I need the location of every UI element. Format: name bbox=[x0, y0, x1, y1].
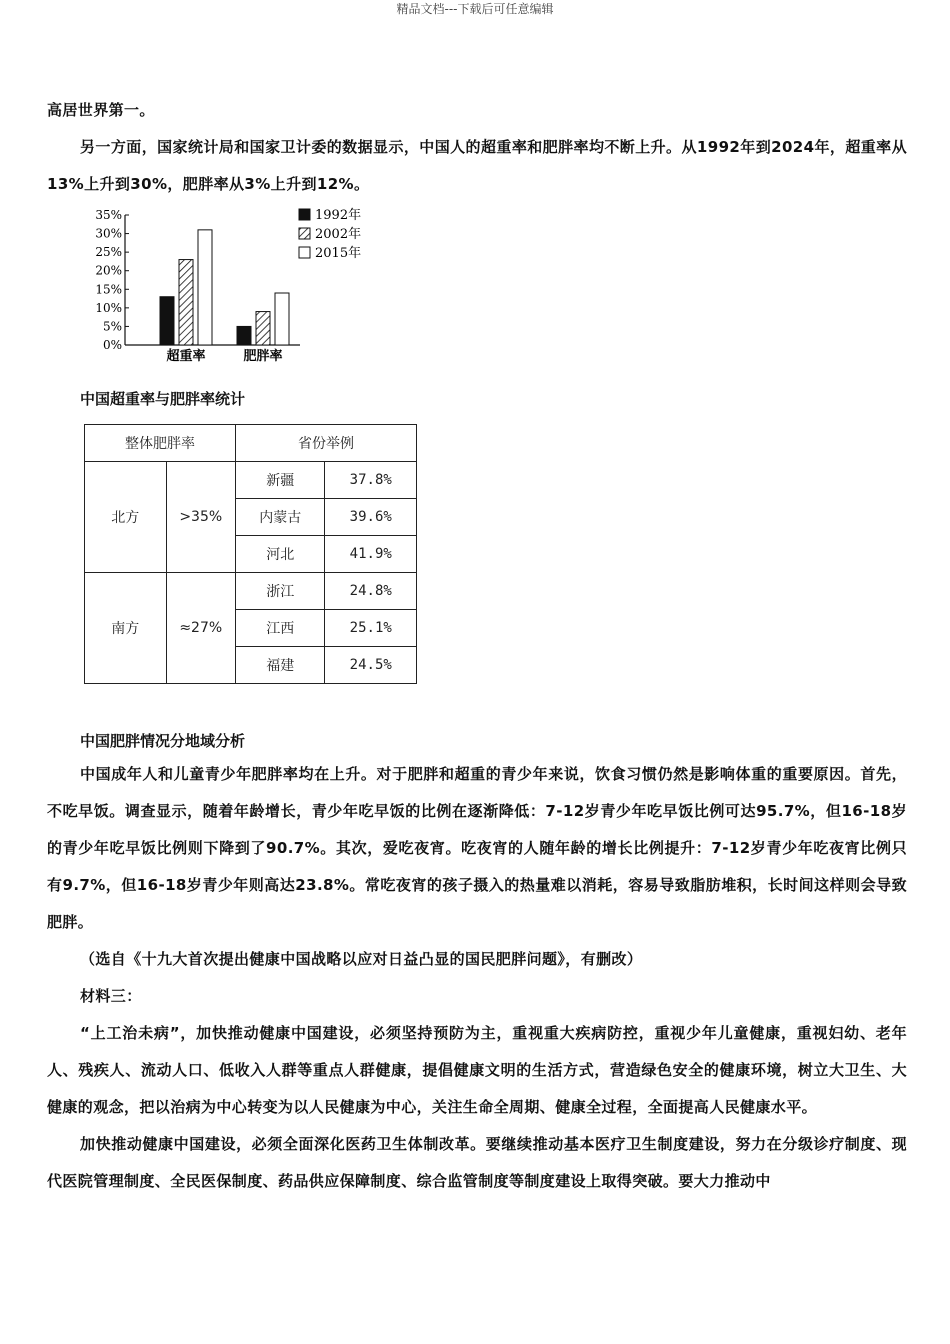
bar bbox=[198, 230, 212, 345]
value-cell: 41.9% bbox=[325, 536, 417, 573]
table-caption: 中国肥胖情况分地域分析 bbox=[80, 732, 246, 750]
bar bbox=[160, 297, 174, 345]
bar bbox=[237, 326, 251, 345]
x-tick-label: 超重率 bbox=[166, 349, 206, 364]
y-tick-label: 10% bbox=[95, 300, 122, 315]
source-note: （选自《十九大首次提出健康中国战略以应对日益凸显的国民肥胖问题》，有删改） bbox=[80, 950, 643, 968]
material-heading: 材料三： bbox=[80, 987, 142, 1005]
region-table bbox=[84, 424, 417, 684]
province-cell: 新疆 bbox=[236, 462, 325, 499]
legend-label: 2002年 bbox=[315, 227, 362, 242]
legend-swatch bbox=[299, 228, 310, 239]
province-cell: 河北 bbox=[236, 536, 325, 573]
x-tick-label: 肥胖率 bbox=[243, 349, 283, 364]
legend-swatch bbox=[299, 247, 310, 258]
table-row bbox=[85, 573, 417, 610]
chart-caption: 中国超重率与肥胖率统计 bbox=[80, 390, 246, 408]
value-cell: 24.8% bbox=[325, 573, 417, 610]
region-cell: 南方 bbox=[85, 573, 167, 684]
province-cell: 内蒙古 bbox=[236, 499, 325, 536]
body-block bbox=[47, 756, 907, 1200]
intro-block bbox=[47, 92, 907, 203]
y-tick-label: 0% bbox=[102, 338, 122, 352]
region-cell: 北方 bbox=[85, 462, 167, 573]
bar bbox=[256, 312, 270, 345]
intro-line: 高居世界第一。 bbox=[47, 101, 155, 119]
y-tick-label: 20% bbox=[95, 263, 122, 278]
bar-chart-svg bbox=[85, 203, 385, 373]
legend-swatch bbox=[299, 209, 310, 220]
value-cell: 39.6% bbox=[325, 499, 417, 536]
body-paragraph: 加快推动健康中国建设，必须全面深化医药卫生体制改革。要继续推动基本医疗卫生制度建设，努力在分级诊疗制度、现代医院管理制度、全民医保制度、药品供应保障制度、综合监管制度等制度建设上取得突破。要大力推动中 bbox=[47, 1135, 907, 1190]
legend-label: 2015年 bbox=[315, 246, 362, 261]
page-header: 精品文档---下载后可任意编辑 bbox=[396, 2, 554, 16]
y-tick-label: 5% bbox=[102, 319, 122, 334]
y-tick-label: 25% bbox=[95, 245, 122, 260]
body-paragraph: 中国成年人和儿童青少年肥胖率均在上升。对于肥胖和超重的青少年来说，饮食习惯仍然是影响体重的重要原因。首先，不吃早饭。调查显示，随着年龄增长，青少年吃早饭的比例在逐渐降低：7-12岁青少年吃早饭比例可达95.7%，但16-18岁的青少年吃早饭比例则下降到了90.7%。其次，爱吃夜宵。吃夜宵的人随年龄的增长比例提升：7-12岁青少年吃夜宵比例只有9.7%，但16-18岁青少年则高达23.8%。常吃夜宵的孩子摄入的热量难以消耗，容易导致脂肪堆积，长时间这样则会导致肥胖。 bbox=[47, 765, 907, 931]
rate-cell: ≈27% bbox=[166, 573, 235, 684]
value-cell: 37.8% bbox=[325, 462, 417, 499]
bar-chart bbox=[85, 203, 385, 373]
table-header-cell: 省份举例 bbox=[236, 425, 417, 462]
value-cell: 25.1% bbox=[325, 610, 417, 647]
y-tick-label: 30% bbox=[95, 226, 122, 241]
intro-paragraph: 另一方面，国家统计局和国家卫计委的数据显示，中国人的超重率和肥胖率均不断上升。从1992年到2024年，超重率从13%上升到30%，肥胖率从3%上升到12%。 bbox=[47, 138, 907, 193]
legend-label: 1992年 bbox=[315, 208, 362, 223]
table-header-row bbox=[85, 425, 417, 462]
bar bbox=[275, 293, 289, 345]
province-cell: 浙江 bbox=[236, 573, 325, 610]
y-tick-label: 15% bbox=[95, 282, 122, 297]
province-cell: 江西 bbox=[236, 610, 325, 647]
y-tick-label: 35% bbox=[95, 208, 122, 222]
table-row bbox=[85, 462, 417, 499]
bar bbox=[179, 260, 193, 345]
body-paragraph: “上工治未病”，加快推动健康中国建设，必须坚持预防为主，重视重大疾病防控，重视少年儿童健康，重视妇幼、老年人、残疾人、流动人口、低收入人群等重点人群健康，提倡健康文明的生活方式，营造绿色安全的健康环境，树立大卫生、大健康的观念，把以治病为中心转变为以人民健康为中心，关注生命全周期、健康全过程，全面提高人民健康水平。 bbox=[47, 1024, 907, 1116]
value-cell: 24.5% bbox=[325, 647, 417, 684]
province-cell: 福建 bbox=[236, 647, 325, 684]
table-header-cell: 整体肥胖率 bbox=[85, 425, 236, 462]
rate-cell: >35% bbox=[166, 462, 235, 573]
